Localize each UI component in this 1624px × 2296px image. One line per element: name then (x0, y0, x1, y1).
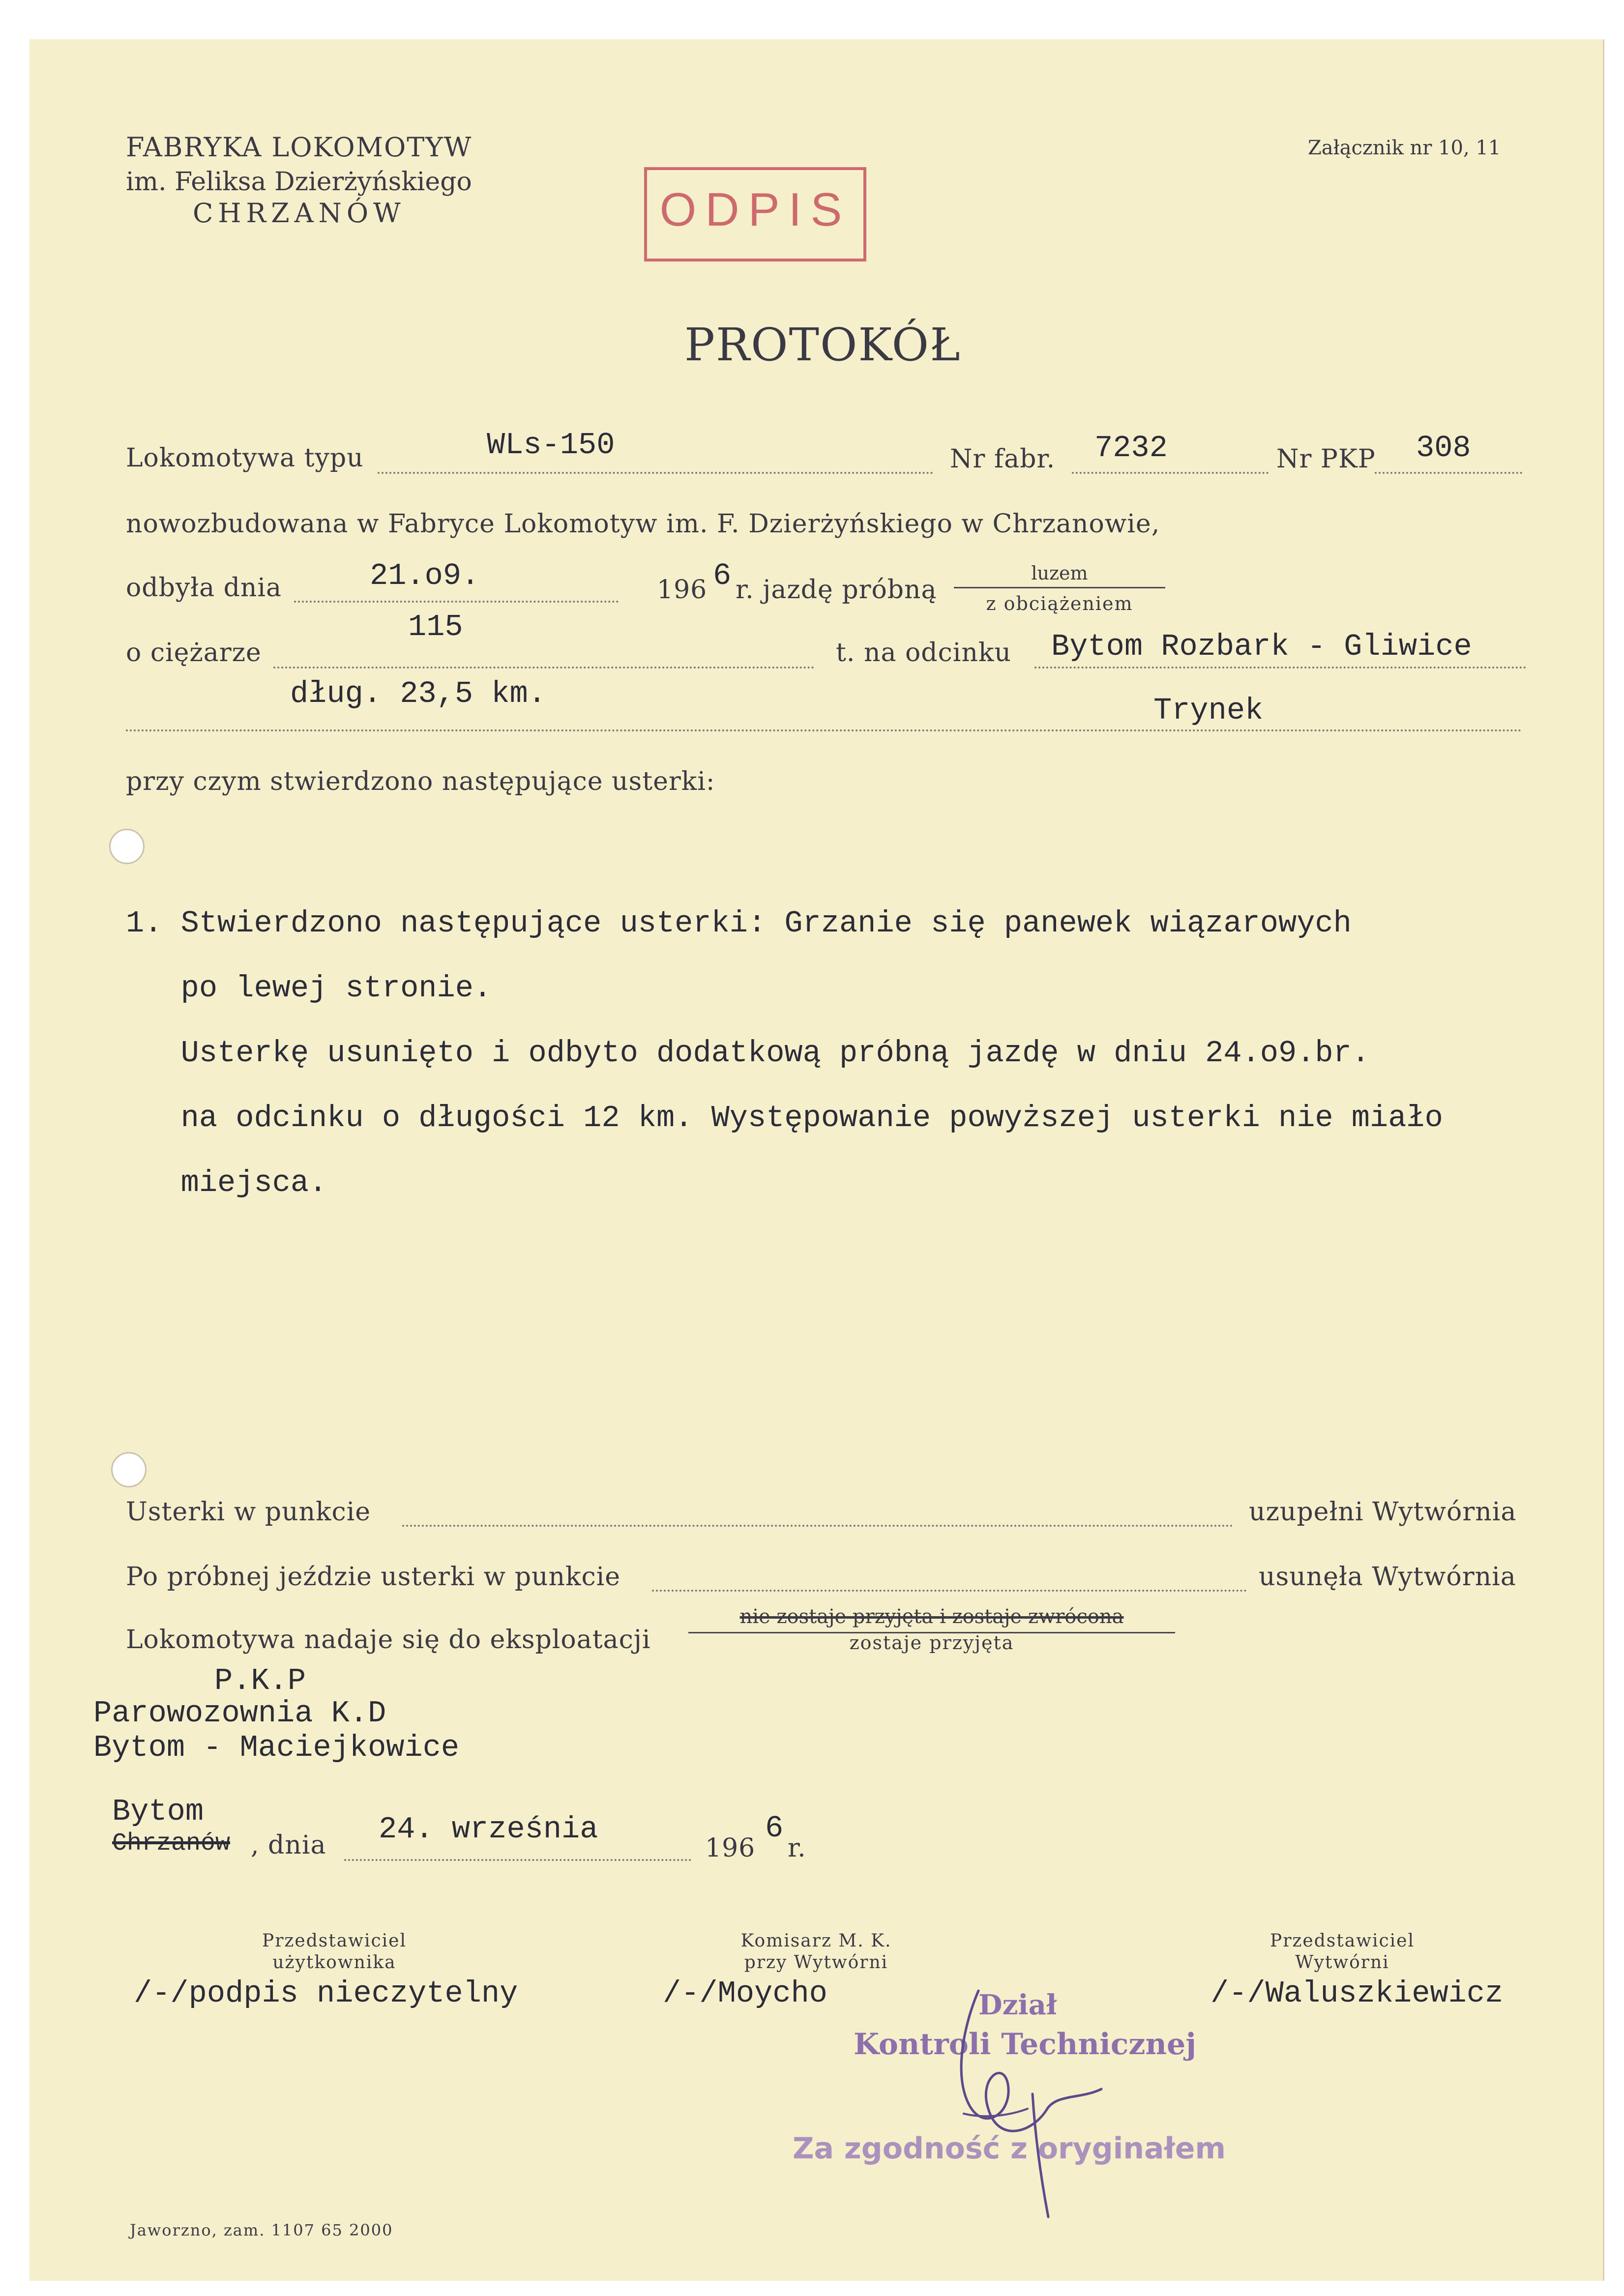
factory-no-line (1072, 472, 1269, 474)
factory-no-value: 7232 (1094, 431, 1168, 465)
factory-no-label: Nr fabr. (950, 444, 1056, 474)
weight-label: o ciężarze (126, 638, 262, 668)
built-statement: nowozbudowana w Fabryce Lokomotyw im. F. Dzierżyńskiego w Chrzanowie, (126, 509, 1160, 539)
conformity-stamp: Za zgodność z oryginałem (793, 2131, 1226, 2166)
defects-line: po lewej stronie. (126, 971, 492, 1006)
factory-name-line1: FABRYKA LOKOMOTYW (126, 132, 472, 163)
suitability-accepted-option: zostaje przyjęta (849, 1632, 1014, 1654)
defects-point-suffix: uzupełni Wytwórnia (1249, 1497, 1517, 1527)
punch-hole-top (109, 829, 145, 864)
weight-line (273, 667, 814, 668)
weight-value: 115 (408, 610, 463, 644)
odpis-stamp-text: ODPIS (659, 183, 851, 236)
section-continuation-line (126, 729, 1522, 731)
right-signatory-name: /-/Waluszkiewicz (1211, 1976, 1504, 2011)
left-signatory-name: /-/podpis nieczytelny (134, 1976, 518, 2011)
middle-signatory-subtitle: przy Wytwórni (744, 1952, 888, 1973)
loco-type-value: WLs-150 (487, 428, 615, 463)
place-struck: Chrzanów (112, 1830, 231, 1858)
defects-text (126, 875, 1443, 1264)
sign-year-suffix: r. (788, 1833, 806, 1863)
after-run-suffix: usunęła Wytwórnia (1259, 1562, 1516, 1592)
date-line (294, 601, 619, 603)
defects-point-label: Usterki w punkcie (126, 1497, 371, 1527)
right-signatory-subtitle: Wytwórni (1295, 1952, 1389, 1973)
left-signatory-subtitle: użytkownika (272, 1952, 396, 1973)
sign-date-value: 24. września (379, 1812, 598, 1847)
section-value: Bytom Rozbark - Gliwice (1051, 629, 1472, 664)
run-date-value: 21.o9. (370, 558, 480, 593)
middle-signatory-title: Komisarz M. K. (740, 1931, 892, 1951)
pkp-no-label: Nr PKP (1276, 444, 1376, 474)
place-typed: Bytom (112, 1794, 204, 1829)
year-digit: 6 (713, 558, 732, 593)
factory-city: CHRZANÓW (193, 198, 406, 229)
run-type-bottom: z obciążeniem (986, 593, 1133, 614)
printer-note: Jaworzno, zam. 1107 65 2000 (130, 2221, 393, 2239)
pkp-no-line (1375, 472, 1522, 474)
handwritten-signature (934, 1986, 1111, 2222)
loco-type-label: Lokomotywa typu (126, 443, 364, 473)
document-title: PROTOKÓŁ (684, 319, 961, 371)
year-prefix: 196 (657, 575, 708, 605)
test-run-label: r. jazdę próbną (736, 575, 937, 605)
suitability-struck-option: nie zostaje przyjęta i zostaje zwrócona (688, 1605, 1175, 1633)
odpis-stamp (644, 167, 866, 262)
factory-name-line2: im. Feliksa Dzierżyńskiego (126, 167, 472, 197)
defects-line: na odcinku o długości 12 km. Występowanie powyższej usterki nie miało (126, 1101, 1443, 1135)
after-run-label: Po próbnej jeździe usterki w punkcie (126, 1562, 620, 1592)
run-type-top: luzem (954, 562, 1165, 588)
punch-hole-bottom (111, 1452, 147, 1487)
defects-line: Usterkę usunięto i odbyto dodatkową próbną jazdę w dniu 24.o9.br. (126, 1036, 1370, 1071)
defects-point-line (402, 1525, 1233, 1527)
date-sign-line (344, 1859, 691, 1861)
section-length: dług. 23,5 km. (290, 676, 546, 711)
suitability-label: Lokomotywa nadaje się do eksploatacji (126, 1625, 651, 1655)
section-line (1034, 667, 1526, 668)
pkp-no-value: 308 (1416, 431, 1471, 465)
user-line-2: Parowozownia K.D (93, 1696, 386, 1731)
loco-type-line (378, 472, 933, 474)
sign-year-digit: 6 (765, 1811, 784, 1846)
defects-line: 1. Stwierdzono następujące usterki: Grzanie się panewek wiązarowych (126, 906, 1352, 941)
after-run-line (652, 1590, 1247, 1592)
department-stamp-line2: Kontroli Technicznej (854, 2027, 1196, 2062)
user-line-1: P.K.P (214, 1663, 306, 1698)
user-line-3: Bytom - Maciejkowice (93, 1730, 460, 1765)
middle-signatory-name: /-/Moycho (663, 1976, 827, 2011)
dnia-label: , dnia (251, 1831, 326, 1860)
section-label: t. na odcinku (836, 638, 1011, 668)
sign-year-prefix: 196 (705, 1833, 756, 1863)
department-stamp-line1: Dział (978, 1989, 1057, 2021)
defects-intro: przy czym stwierdzono następujące usterki: (126, 767, 715, 796)
section-continuation: Trynek (1153, 693, 1264, 728)
left-signatory-title: Przedstawiciel (262, 1931, 407, 1951)
right-signatory-title: Przedstawiciel (1270, 1931, 1415, 1951)
date-label: odbyła dnia (126, 573, 282, 603)
defects-line: miejsca. (126, 1165, 327, 1200)
attachment-number: Załącznik nr 10, 11 (1308, 137, 1501, 159)
